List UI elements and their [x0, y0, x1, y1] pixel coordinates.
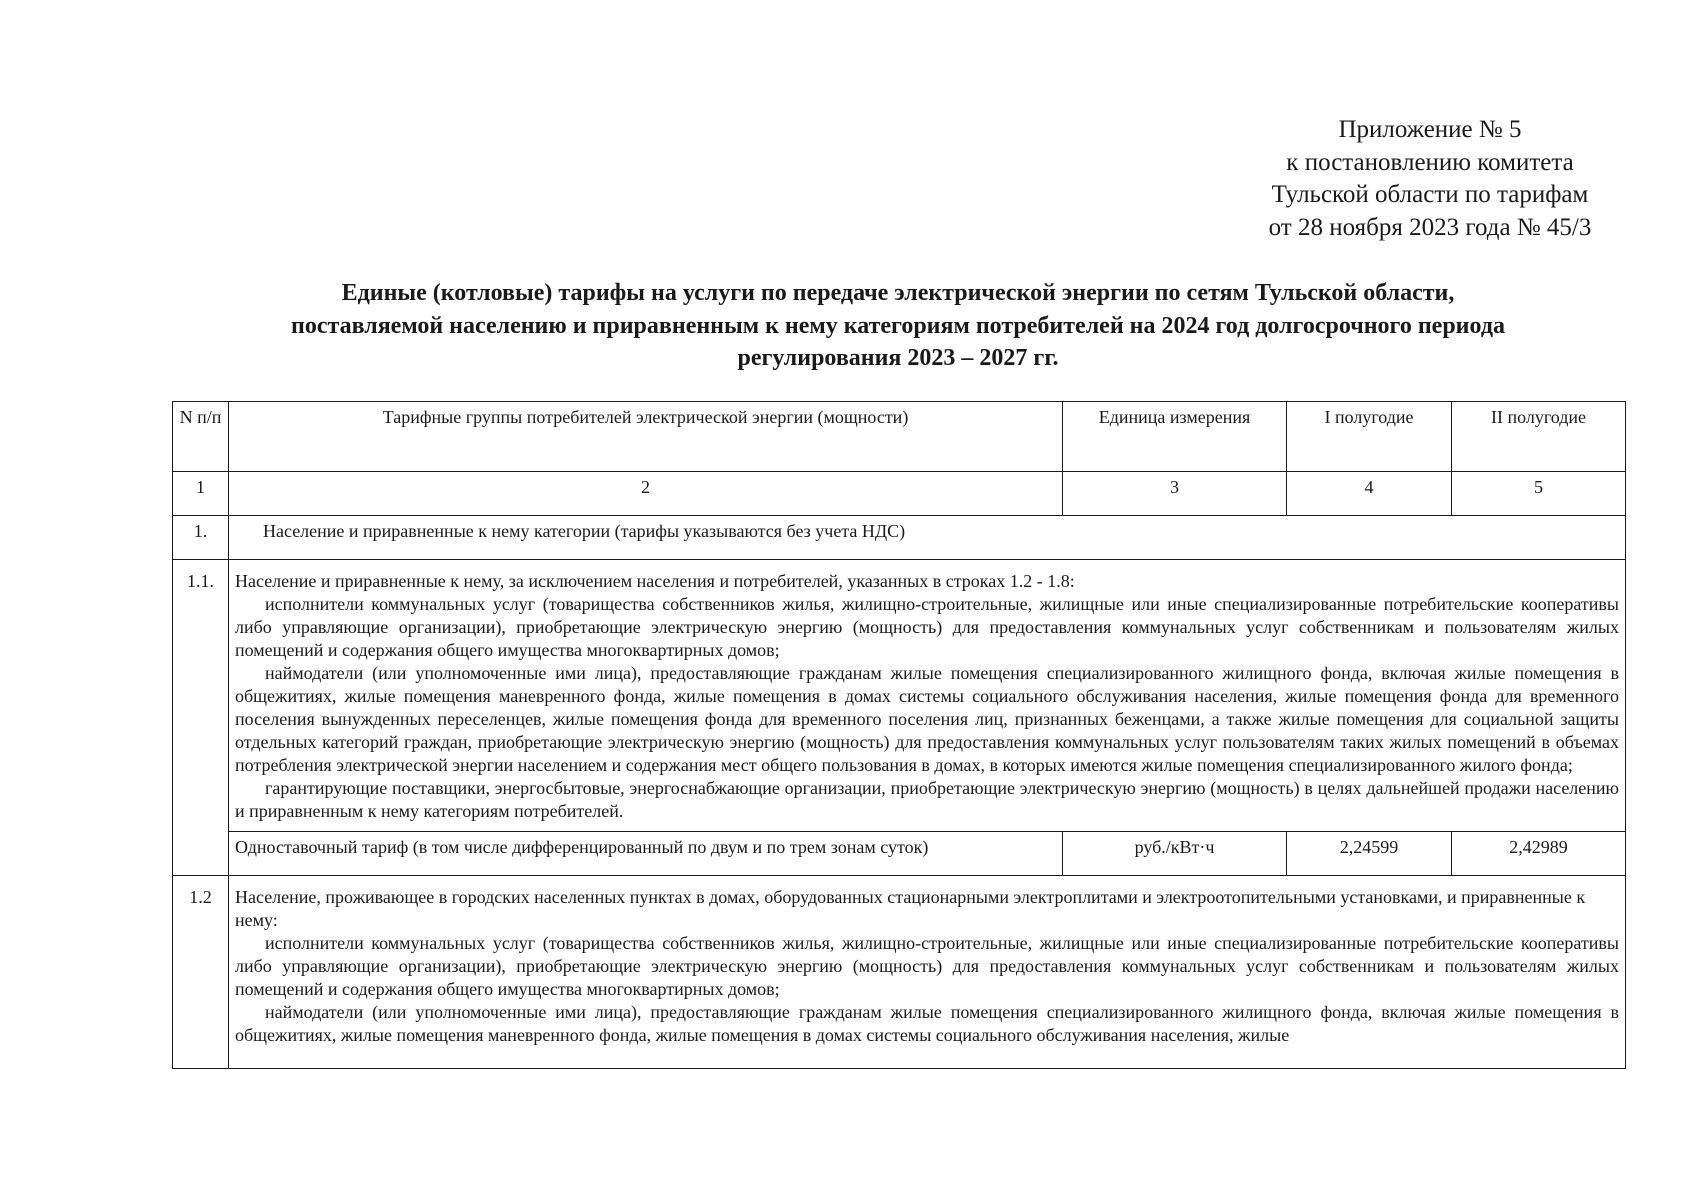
tariff-table: [172, 401, 1626, 1069]
tariff-label: Одноставочный тариф (в том числе дифференцированный по двум и по трем зонам суток): [229, 832, 1063, 876]
column-number: 4: [1287, 472, 1452, 516]
row-paragraph: гарантирующие поставщики, энергосбытовые, энергоснабжающие организации, приобретающие электрическую энергию (мощность) в целях дальнейшей продажи населению и приравненным к нему категориям потребителей.: [235, 778, 1619, 821]
column-number: 5: [1452, 472, 1626, 516]
header-group: Тарифные группы потребителей электрической энергии (мощности): [229, 402, 1063, 472]
row-number: 1.2: [173, 876, 229, 1069]
document-title: [172, 277, 1624, 375]
row-paragraph: исполнители коммунальных услуг (товарищества собственников жилья, жилищно-строительные, жилищные или иные специализированные потребительские кооперативы либо управляющие организации), приобретающие электрическую энергию (мощность) для предоставления коммунальных услуг собственникам и пользователям жилых помещений и содержания общего имущества многоквартирных домов;: [235, 594, 1619, 660]
tariff-value-row: [173, 832, 1626, 876]
table-header-row: [173, 402, 1626, 472]
table-row: [173, 560, 1626, 832]
category-label: Население и приравненные к нему категории (тарифы указываются без учета НДС): [229, 516, 1626, 560]
table-row: [173, 516, 1626, 560]
appendix-block: [1230, 114, 1630, 244]
row-description: [229, 876, 1626, 1069]
title-line-2: поставляемой населению и приравненным к нему категориям потребителей на 2024 год долгосрочного периода: [291, 312, 1505, 339]
column-number: 3: [1063, 472, 1287, 516]
header-num: N п/п: [173, 402, 229, 472]
title-line-1: Единые (котловые) тарифы на услуги по передаче электрической энергии по сетям Тульской области,: [341, 280, 1455, 306]
row-paragraph: наймодатели (или уполномоченные ими лица), предоставляющие гражданам жилые помещения специализированного жилищного фонда, включая жилые помещения в общежитиях, жилые помещения маневренного фонда, жилые помещения в домах системы социального обслуживания населения, жилые: [235, 1002, 1619, 1045]
row-paragraph: исполнители коммунальных услуг (товарищества собственников жилья, жилищно-строительные, жилищные или иные специализированные потребительские кооперативы либо управляющие организации), приобретающие электрическую энергию (мощность) для предоставления коммунальных услуг собственникам и пользователям жилых помещений и содержания общего имущества многоквартирных домов;: [235, 933, 1619, 999]
title-line-3: регулирования 2023 – 2027 гг.: [737, 345, 1059, 371]
row-intro: Население, проживающее в городских населенных пунктах в домах, оборудованных стационарными электроплитами и электроотопительными установками, и приравненные к нему:: [235, 887, 1586, 930]
table-row: [173, 876, 1626, 1069]
appendix-line-2: к постановлению комитета: [1286, 148, 1574, 176]
tariff-half1-value: 2,24599: [1287, 832, 1452, 876]
row-number: 1.1.: [173, 560, 229, 876]
row-number: 1.: [173, 516, 229, 560]
row-description-clip: [235, 886, 1619, 1064]
appendix-line-1: Приложение № 5: [1338, 116, 1522, 143]
row-description: [229, 560, 1626, 832]
row-intro: Население и приравненные к нему, за исключением населения и потребителей, указанных в строках 1.2 - 1.8:: [235, 571, 1075, 591]
header-half1: I полугодие: [1287, 402, 1452, 472]
row-paragraph: наймодатели (или уполномоченные ими лица), предоставляющие гражданам жилые помещения специализированного жилищного фонда, включая жилые помещения в общежитиях, жилые помещения маневренного фонда, жилые помещения в домах системы социального обслуживания населения, жилые помещения фонда для временного поселения вынужденных переселенцев, жилые помещения фонда для временного поселения лиц, признанных беженцами, а также жилые помещения для социальной защиты отдельных категорий граждан, приобретающие электрическую энергию (мощность) для предоставления коммунальных услуг пользователям таких жилых помещений в объемах потребления электрической энергии населением и содержания мест общего пользования в домах, в которых имеются жилые помещения специализированного жилого фонда;: [235, 663, 1619, 775]
tariff-unit: руб./кВт·ч: [1063, 832, 1287, 876]
column-number-row: [173, 472, 1626, 516]
column-number: 2: [229, 472, 1063, 516]
column-number: 1: [173, 472, 229, 516]
header-unit: Единица измерения: [1063, 402, 1287, 472]
tariff-half2-value: 2,42989: [1452, 832, 1626, 876]
appendix-line-3: Тульской области по тарифам: [1271, 181, 1589, 208]
appendix-line-4: от 28 ноября 2023 года № 45/3: [1268, 213, 1592, 241]
header-half2: II полугодие: [1452, 402, 1626, 472]
